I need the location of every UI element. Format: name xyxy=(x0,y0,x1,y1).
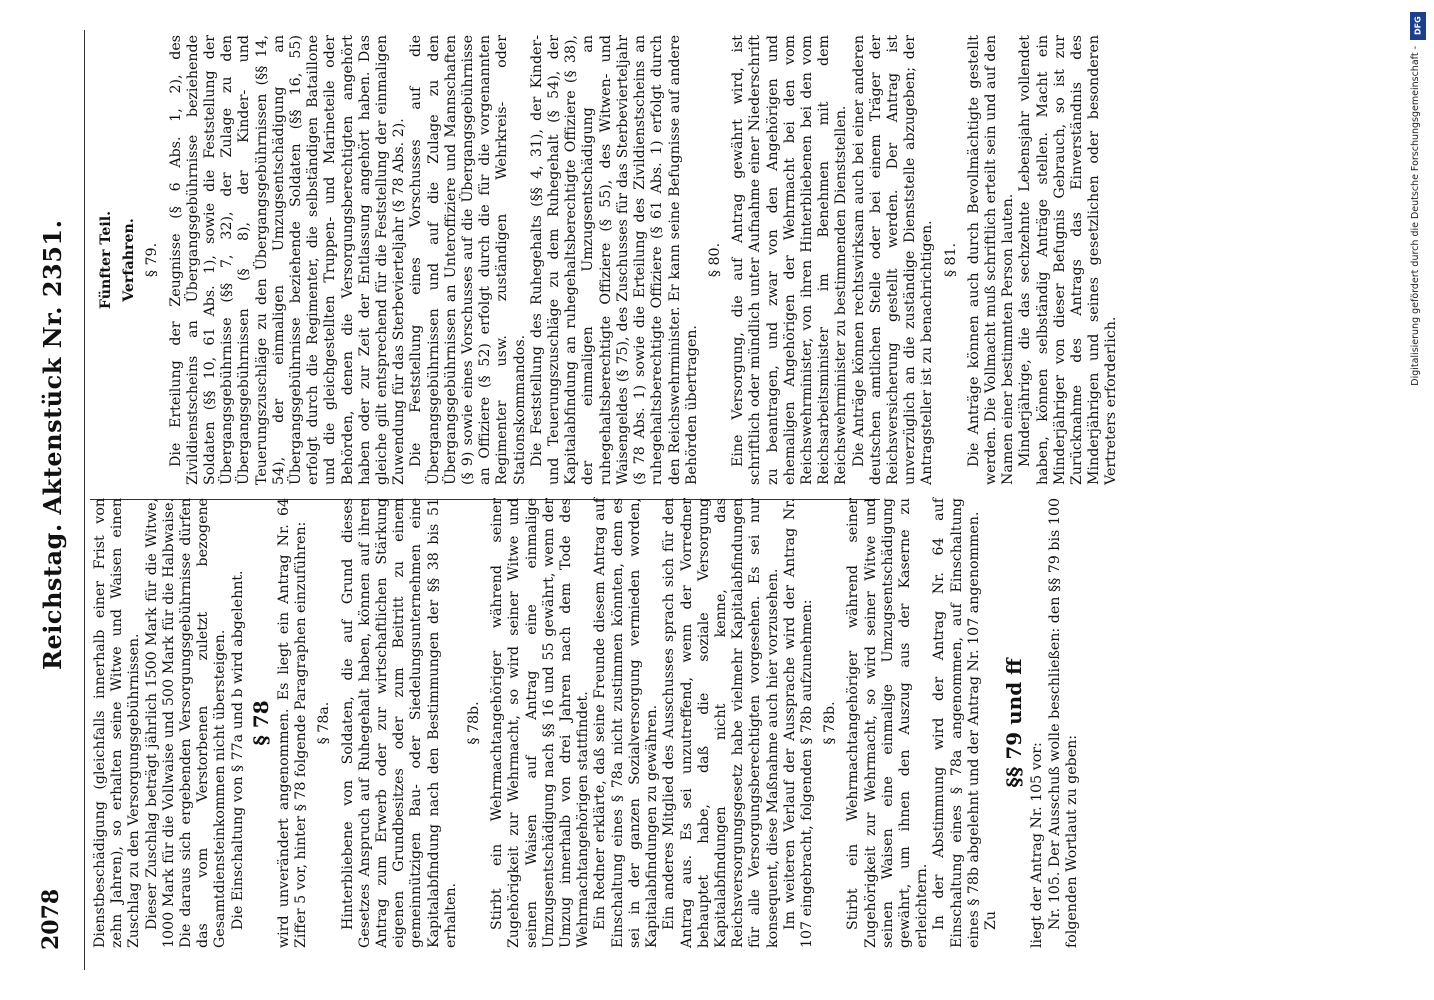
paragraph: Die Anträge können rechtswirksam auch bei einer anderen deutschen amtlichen Stelle oder bei einem Träger der Reichsversicherung gestellt werden. Der Antrag ist unverzüglich an die zuständige Dienststelle abzugeben; der Antragsteller ist zu benachrichtigen. xyxy=(850,35,936,485)
paragraph: Die Erteilung der Zeugnisse (§ 6 Abs. 1, 2), des Zivildienstscheins an Übergangsgebührnisse beziehende Soldaten (§§ 10, 61 Abs. 1), sowie die Feststellung der Übergangsgebührnisse (§§ 7, 32), der Zulage zu den Übergangsgebührnissen (§ 8), der Kinder- und Teuerungszuschläge zu den Übergangsgebührnissen (§§ 14, 54), der einmaligen Umzugsentschädigung an Übergangsgebührnisse beziehende Soldaten (§§ 16, 55) erfolgt durch die Regimenter, die selbständigen Bataillone und die gleichgestellten Truppen- und Marineteile oder Behörden, denen die Versorgungsberechtigten angehört haben oder zur Zeit der Entlassung angehört haben. Das gleiche gilt entsprechend für die Feststellung der einmaligen Zuwendung für das Sterbevierteljahr (§ 78 Abs. 2). xyxy=(167,35,408,485)
page-title: Reichstag. Aktenstück Nr. 2351. xyxy=(38,219,67,670)
page-header xyxy=(38,30,78,970)
paragraph: Stirbt ein Wehrmachtangehöriger während seiner Zugehörigkeit zur Wehrmacht, so wird seiner Witwe und seinen Waisen eine einmalige Umzugsentschädigung gewährt, um ihnen den Auszug aus der Kaserne zu erleichtern. xyxy=(845,498,931,948)
dfg-strip xyxy=(1406,8,1432,988)
section-heading: § 78b. xyxy=(822,701,839,745)
dfg-logo: DFG xyxy=(1410,12,1426,40)
paragraph: Nr. 105. Der Ausschuß wolle beschließen: den §§ 79 bis 100 folgenden Wortlaut zu geben: xyxy=(1046,498,1080,948)
section-heading: § 80. xyxy=(706,242,723,278)
paragraph: wird unverändert angenommen. Es liegt ein Antrag Nr. 64 Ziffer 5 vor, hinter § 78 folgende Paragraphen einzuführen: xyxy=(276,498,310,948)
header-rule xyxy=(84,30,85,970)
page-number: 2078 xyxy=(38,888,64,950)
paragraph: Die Einschaltung von § 77a und b wird abgelehnt. xyxy=(229,570,246,930)
dfg-credit: Digitalisierung gefördert durch die Deutsche Forschungsgemeinschaft - xyxy=(1410,46,1421,386)
section-heading: § 79. xyxy=(144,242,161,278)
section-heading: § 78 xyxy=(248,700,273,746)
section-heading: Verfahren. xyxy=(121,218,138,302)
left-column xyxy=(92,498,1081,948)
section-heading: § 81. xyxy=(942,242,959,278)
paragraph: Stirbt ein Wehrmachtangehöriger während seiner Zugehörigkeit zur Wehrmacht, so wird seiner Witwe und seinen Waisen auf Antrag eine einmalige Umzugsentschädigung nach §§ 16 und 55 gewährt, wenn der Umzug innerhalb von drei Jahren nach dem Tode des Wehrmachtangehörigen stattfindet. xyxy=(489,498,592,948)
paragraph: Hinterbliebene von Soldaten, die auf Grund dieses Gesetzes Anspruch auf Ruhegehalt haben, können auf ihren Antrag zum Erwerb oder zur wirtschaftlichen Stärkung eigenen Grundbesitzes oder zum Beitritt zu einem gemeinnützigen Bau- oder Siedelungsunternehmen eine Kapitalabfindung nach den Bestimmungen der §§ 38 bis 51 erhalten. xyxy=(339,498,459,948)
paragraph: Dienstbeschädigung (gleichfalls innerhalb einer Frist von zehn Jahren), so erhalten seine Witwe und Waisen einen Zuschlag zu den Versorgungsgebührnissen. xyxy=(92,498,143,948)
paragraph: Ein anderes Mitglied des Ausschusses sprach sich für den Antrag aus. Es sei unzutreffend, wenn der Vorredner behauptet habe, daß die soziale Versorgung Kapitalabfindungen nicht kenne, das Reichsversorgungsgesetz habe vielmehr Kapitalabfindungen für alle Versorgungsberechtigten vorgesehen. Es sei nur konsequent, diese Maßnahme auch hier vorzusehen. xyxy=(661,498,781,948)
paragraph: Im weiteren Verlauf der Aussprache wird der Antrag Nr. 107 eingebracht, folgenden § 78b aufzunehmen: xyxy=(781,498,815,948)
paragraph: Die Feststellung eines Vorschusses auf die Übergangsgebührnissen und auf die Zulage zu den Übergangsgebührnissen an Unteroffiziere und Mannschaften (§ 9) sowie eines Vorschusses auf die Übergangsgebührnisse an Offiziere (§ 52) erfolgt durch die für die vorgenannten Regimenter usw. zuständigen Wehrkreis- oder Stationskommandos. xyxy=(408,35,528,485)
paragraph: Ein Redner erklärte, daß seine Freunde diesem Antrag auf Einschaltung eines § 78a nicht zustimmen könnten, denn es sei in der ganzen Sozialversorgung vermieden worden, Kapitalabfindungen zu gewähren. xyxy=(592,498,661,948)
section-heading: §§ 79 und ff xyxy=(1002,658,1027,788)
paragraph: Dieser Zuschlag beträgt jährlich 1500 Mark für die Witwe, 1000 Mark für die Vollwaise und 500 Mark für die Halbwaise. Die daraus sich ergebenden Versorgungsgebührnisse dürfen das vom Verstorbenen zuletzt bezogene Gesamtdiensteinkommen nicht übersteigen. xyxy=(143,498,229,948)
section-heading: Fünfter Teil. xyxy=(98,210,114,310)
paragraph: Die Anträge können auch durch Bevollmächtigte gestellt werden. Die Vollmacht muß schriftlich erteilt sein und auf den Namen einer bestimmten Person lauten. xyxy=(965,35,1017,485)
paragraph: Eine Versorgung, die auf Antrag gewährt wird, ist schriftlich oder mündlich unter Aufnahme einer Niederschrift zu beantragen, und zwar von den Angehörigen und ehemaligen Angehörigen der Wehrmacht bei den vom Reichswehrminister, von ihren Hinterbliebenen bei den vom Reichsarbeitsminister im Benehmen mit dem Reichswehrminister zu bestimmenden Dienststellen. xyxy=(730,35,850,485)
section-heading: § 78a. xyxy=(316,701,333,745)
paragraph: In der Abstimmung wird der Antrag Nr. 64 auf Einschaltung eines § 78a angenommen, auf Einschaltung eines § 78b abgelehnt und der Antrag Nr. 107 angenommen. xyxy=(931,498,982,948)
paragraph: Zu xyxy=(982,911,999,930)
paragraph: Minderjährige, die das sechzehnte Lebensjahr vollendet haben, können selbständig Anträge stellen. Macht ein Minderjähriger von dieser Befugnis Gebrauch, so ist zur Zurücknahme des Antrags das Einverständnis des Minderjährigen und seines gesetzlichen oder besonderen Vertreters erforderlich. xyxy=(1017,35,1120,485)
right-column xyxy=(92,35,1121,485)
paragraph: liegt der Antrag Nr. 105 vor: xyxy=(1029,742,1046,948)
paragraph: Die Feststellung des Ruhegehalts (§§ 4, 31), der Kinder- und Teuerungszuschläge zu dem Ruhegehalt (§ 54), der Kapitalabfindung an ruhegehaltsberechtigte Offiziere (§ 38), der einmaligen Umzugsentschädigung an ruhegehaltsberechtigte Offiziere (§ 55), des Witwen- und Waisengeldes (§ 75), des Zuschusses für das Sterbevierteljahr (§ 78 Abs. 1) sowie die Erteilung des Zivildienstscheins an ruhegehaltsberechtigte Offiziere (§ 61 Abs. 1) erfolgt durch den Reichswehrminister. Er kann seine Befugnisse auf andere Behörden übertragen. xyxy=(528,35,700,485)
section-heading: § 78b. xyxy=(466,701,483,745)
